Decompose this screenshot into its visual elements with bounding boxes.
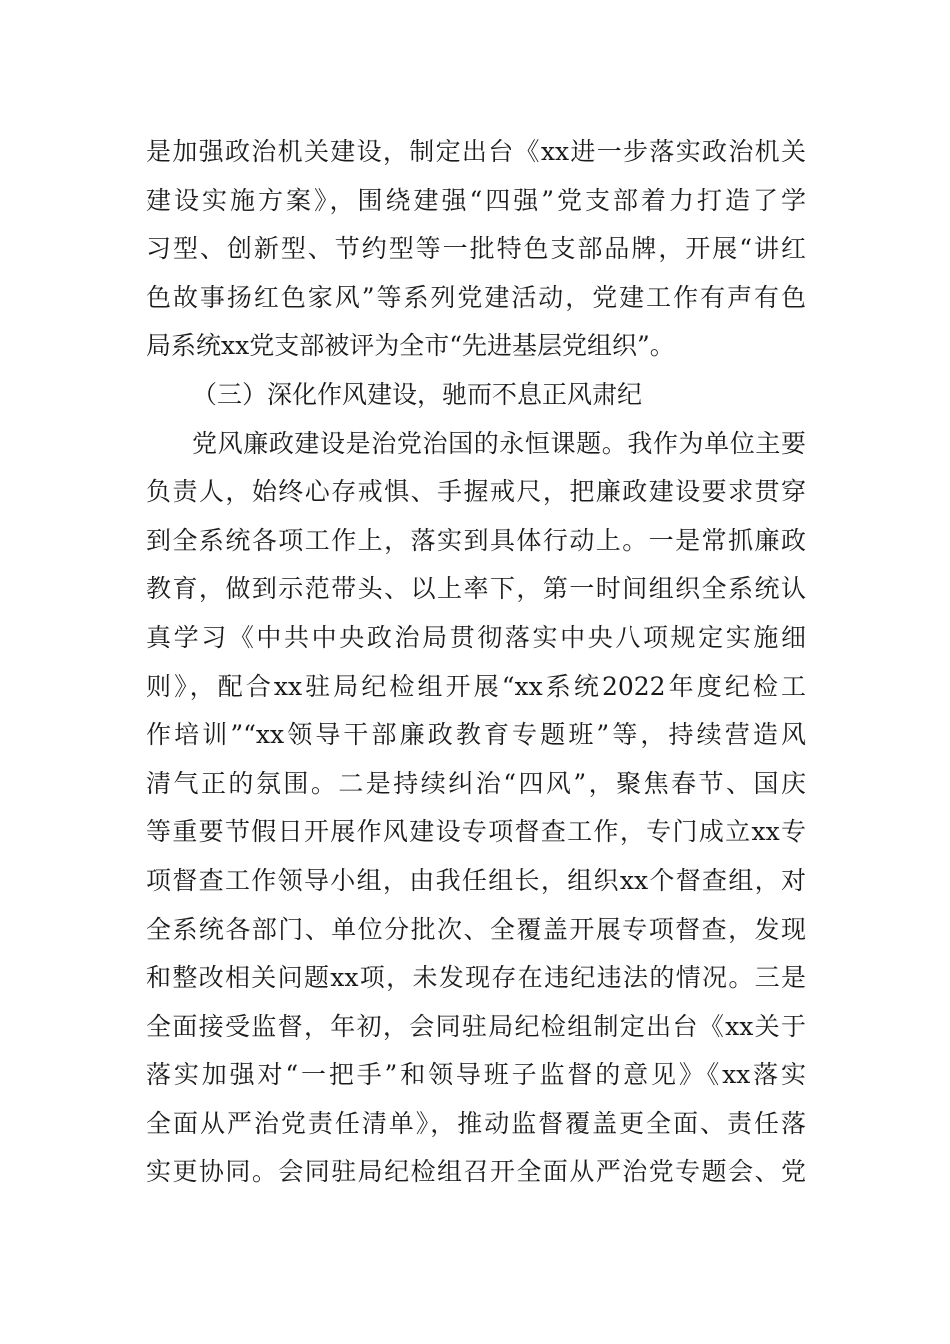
section-heading: （三）深化作风建设，驰而不息正风肃纪 [192, 379, 643, 409]
paragraph-2-line: 党风廉政建设是治党治国的永恒课题。我作为单位主要 [192, 428, 806, 458]
paragraph-2-line: 清气正的氛围。二是持续纠治“四风”，聚焦春节、国庆 [146, 768, 806, 798]
paragraph-1-line: 建设实施方案》，围绕建强“四强”党支部着力打造了学 [146, 185, 806, 215]
paragraph-2-line: 实更协同。会同驻局纪检组召开全面从严治党专题会、党 [146, 1157, 806, 1187]
paragraph-1-line: 习型、创新型、节约型等一批特色支部品牌，开展“讲红 [146, 234, 806, 264]
document-body [146, 128, 806, 1197]
paragraph-2-line: 真学习《中共中央政治局贯彻落实中央八项规定实施细 [146, 622, 806, 652]
paragraph-2-line: 全面从严治党责任清单》，推动监督覆盖更全面、责任落 [146, 1108, 806, 1138]
paragraph-2-line: 作培训”“xx领导干部廉政教育专题班”等，持续营造风 [146, 720, 806, 750]
paragraph-2-line: 等重要节假日开展作风建设专项督查工作，专门成立xx专 [146, 817, 806, 847]
paragraph-2-line: 项督查工作领导小组，由我任组长，组织xx个督查组，对 [146, 865, 806, 895]
paragraph-2-line: 教育，做到示范带头、以上率下，第一时间组织全系统认 [146, 574, 806, 604]
paragraph-1-line: 局系统xx党支部被评为全市“先进基层党组织”。 [146, 331, 675, 361]
paragraph-2-line: 则》，配合xx驻局纪检组开展“xx系统2022年度纪检工 [146, 671, 806, 701]
paragraph-1-line: 是加强政治机关建设，制定出台《xx进一步落实政治机关 [146, 137, 806, 166]
paragraph-1-line: 色故事扬红色家风”等系列党建活动，党建工作有声有色 [146, 282, 806, 312]
paragraph-2-line: 全面接受监督，年初，会同驻局纪检组制定出台《xx关于 [146, 1011, 806, 1041]
paragraph-2-line: 负责人，始终心存戒惧、手握戒尺，把廉政建设要求贯穿 [146, 477, 806, 507]
paragraph-2-line: 和整改相关问题xx项，未发现存在违纪违法的情况。三是 [146, 963, 806, 993]
paragraph-2-line: 到全系统各项工作上，落实到具体行动上。一是常抓廉政 [146, 525, 806, 555]
paragraph-2-line: 全系统各部门、单位分批次、全覆盖开展专项督查，发现 [146, 914, 806, 944]
paragraph-2-line: 落实加强对“一把手”和领导班子监督的意见》《xx落实 [146, 1060, 806, 1090]
